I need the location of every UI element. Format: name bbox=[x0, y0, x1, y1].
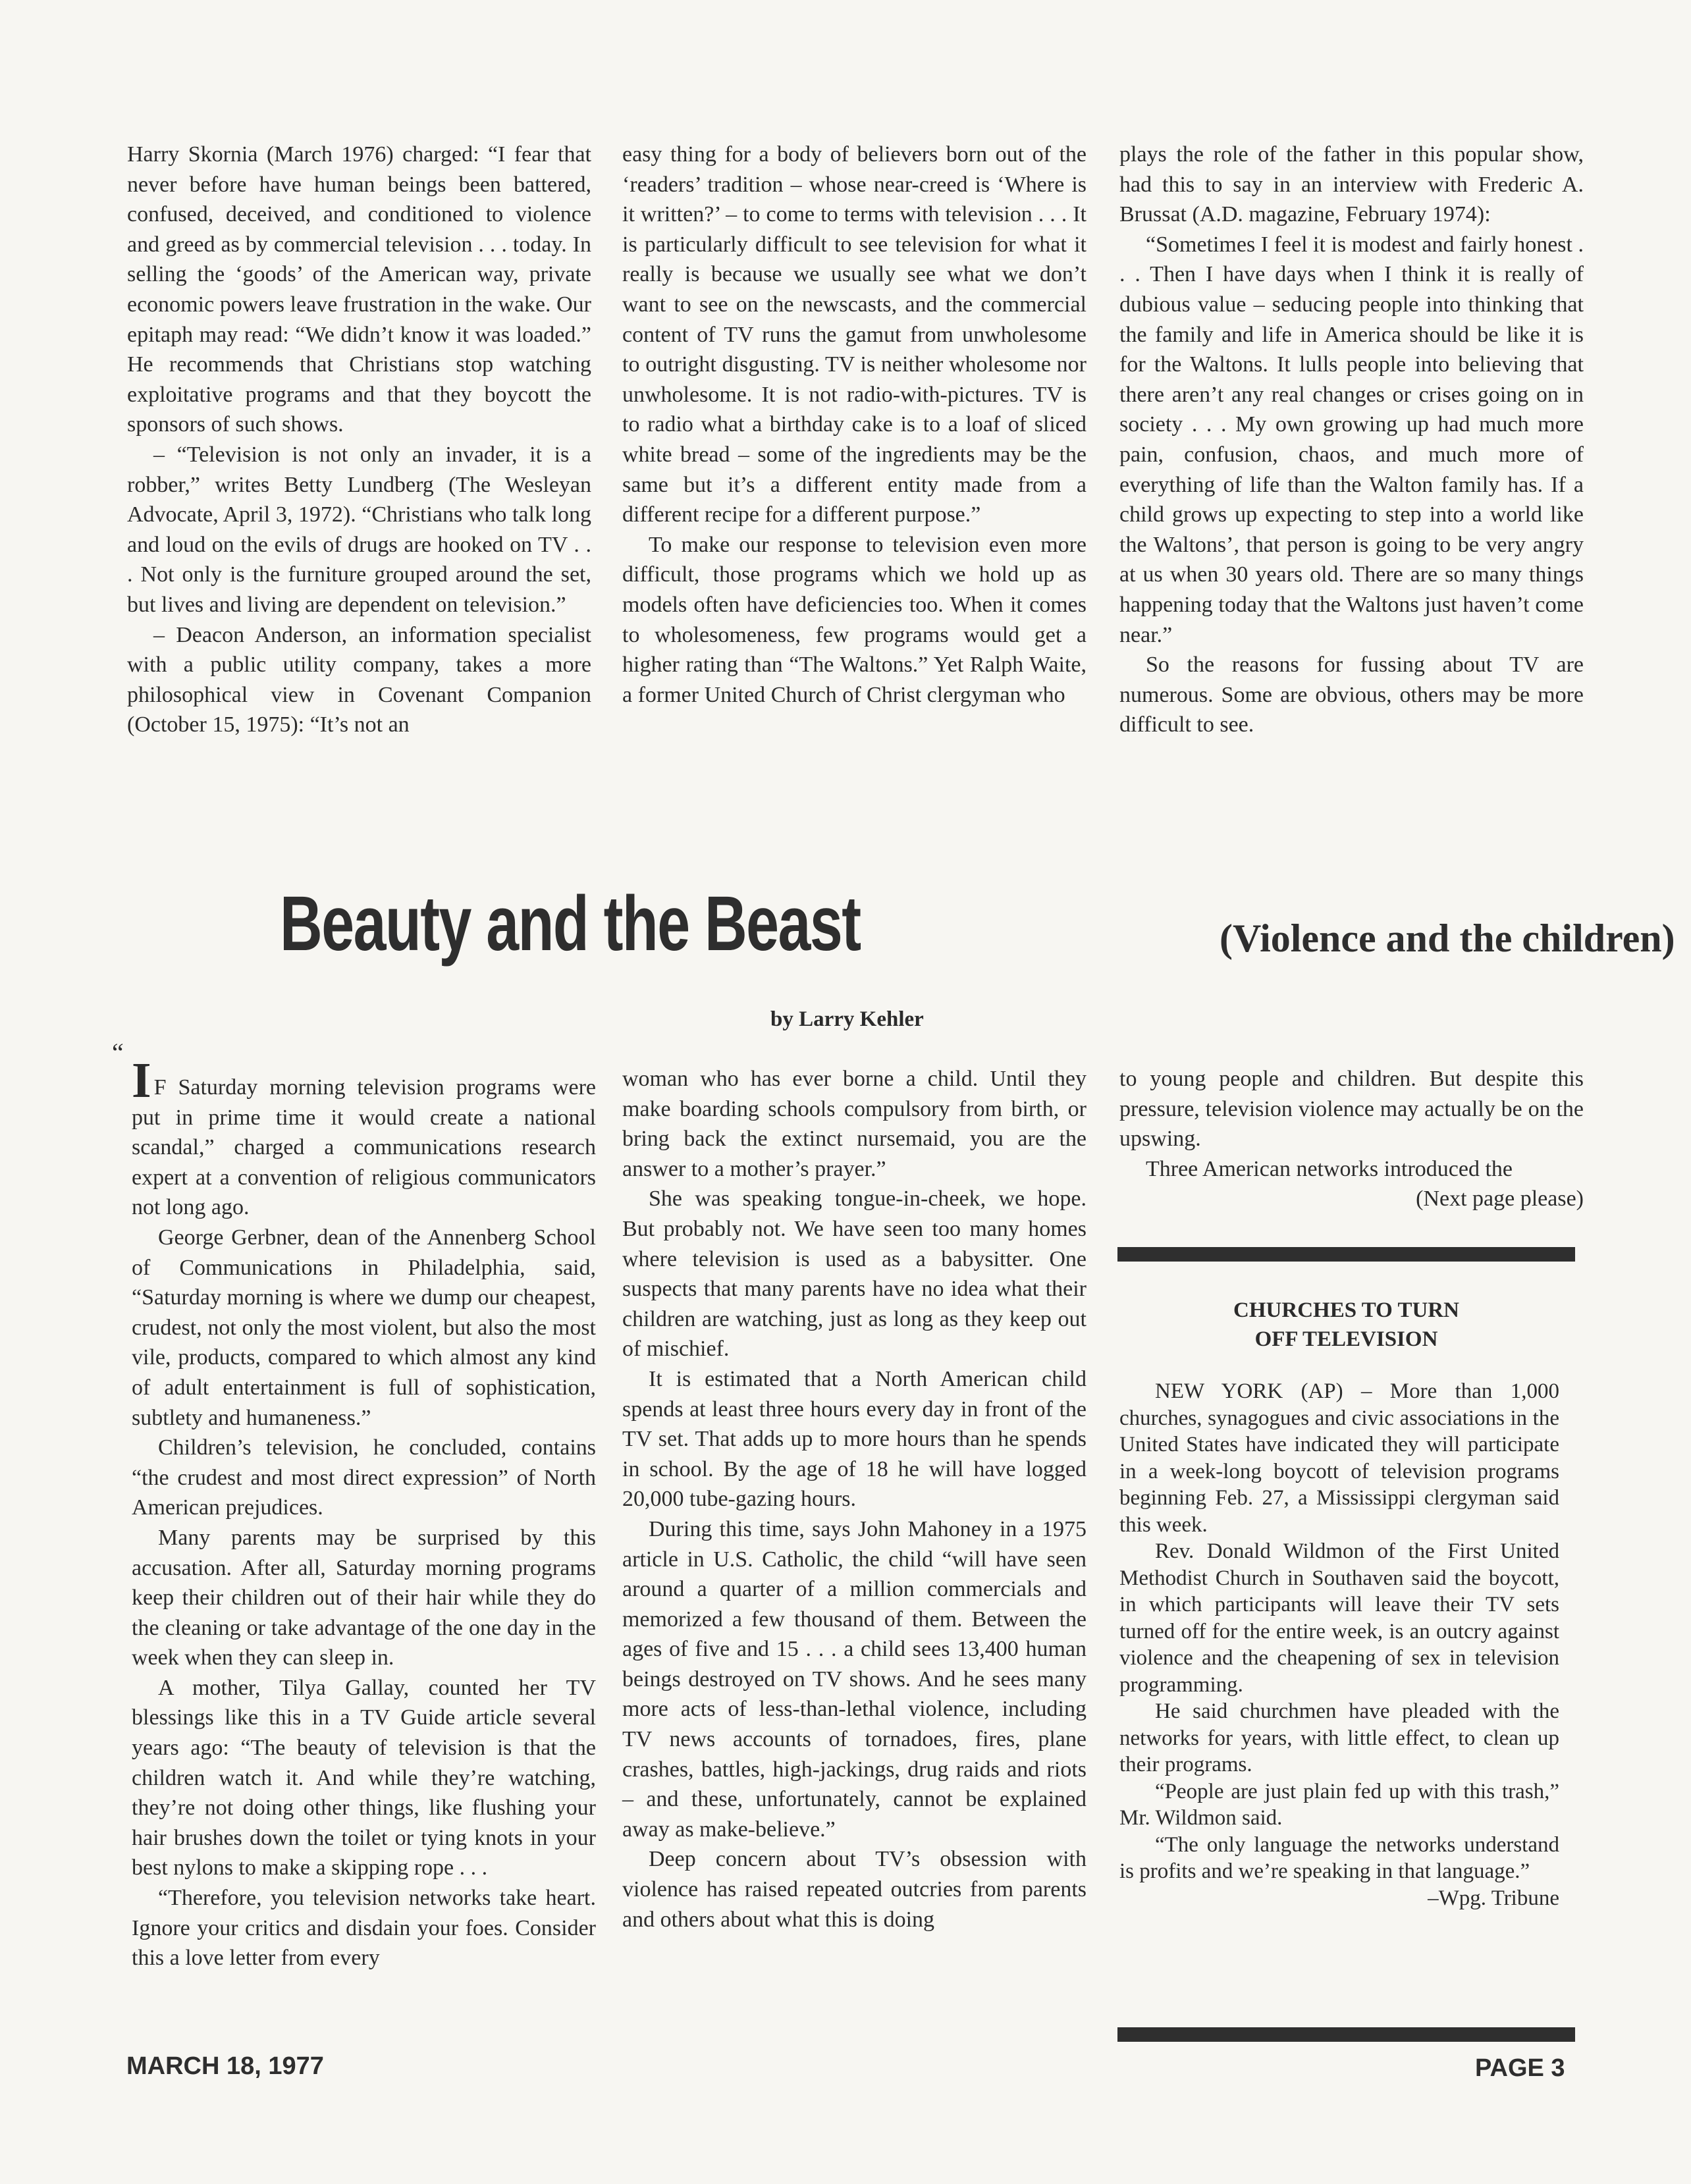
issue-date: MARCH 18, 1977 bbox=[126, 2052, 324, 2080]
byline: by Larry Kehler bbox=[770, 1007, 924, 1031]
sidebar-body bbox=[1119, 1378, 1559, 1911]
paragraph: Rev. Donald Wildmon of the First United Methodist Church in Southaven said the boycott, in which participants will leave their TV sets turned off for the entire week, is an outcry against violence and the cheapening of sex in television programming. bbox=[1119, 1539, 1559, 1697]
paragraph: woman who has ever borne a child. Until they make boarding schools compulsory from birth, or bring back the extinct nursemaid, you are the answer to a mother’s prayer.” bbox=[622, 1067, 1087, 1181]
paragraph: “People are just plain fed up with this trash,” Mr. Wildmon said. bbox=[1119, 1779, 1559, 1830]
paragraph bbox=[132, 1053, 596, 1223]
sidebar-top-rule bbox=[1117, 1247, 1575, 1262]
paragraph: – “Television is not only an invader, it is a robber,” writes Betty Lundberg (The Wesleyan Advocate, April 3, 1972). “Christians who talk long and loud on the evils of drugs are hooked on TV . . . Not only is the furniture grouped around the set, but lives and living are dependent on television.” bbox=[127, 442, 591, 617]
opening-quote-mark: “ bbox=[112, 1038, 124, 1067]
paragraph: plays the role of the father in this popular show, had this to say in an interview with Frederic A. Brussat (A.D. magazine, February 1974): bbox=[1119, 142, 1584, 227]
article-column-2 bbox=[622, 1064, 1087, 1934]
paragraph: Many parents may be surprised by this accusation. After all, Saturday morning programs keep their children out of their hair while they do the cleaning or take advantage of the one day in the week when they can sleep in. bbox=[132, 1525, 596, 1670]
paragraph: “The only language the networks understand is profits and we’re speaking in that language.” bbox=[1119, 1832, 1559, 1883]
article-headline bbox=[280, 879, 1675, 969]
paragraph: Three American networks introduced the bbox=[1146, 1156, 1513, 1181]
paragraph-text: F Saturday morning television programs were put in prime time it would create a national scandal,” charged a communications research expert at a convention of religious communicators not long ago. bbox=[132, 1075, 596, 1220]
sidebar-bottom-rule bbox=[1117, 2027, 1575, 2042]
page-number: PAGE 3 bbox=[1475, 2054, 1565, 2082]
drop-cap: I bbox=[132, 1053, 151, 1108]
paragraph: – Deacon Anderson, an information specialist with a public utility company, takes a more philosophical view in Covenant Companion (October 15, 1975): “It’s not an bbox=[127, 622, 591, 737]
paragraph: Children’s television, he concluded, contains “the crudest and most direct expression” of North American prejudices. bbox=[132, 1435, 596, 1520]
paragraph: easy thing for a body of believers born out of the ‘readers’ tradition – whose near-creed is ‘Where is it written?’ – to come to terms with television . . . It is particularly difficult to see television for what it really is because we usually see what we don’t want to see on the newscasts, and the commercial content of TV runs the gamut from unwholesome to outright disgusting. TV is neither wholesome nor unwholesome. It is not radio-with-pictures. TV is to radio what a birthday cake is to a loaf of sliced white bread – some of the ingredients may be the same but it’s a different entity made from a different recipe for a different purpose.” bbox=[622, 142, 1087, 527]
paragraph: During this time, says John Mahoney in a 1975 article in U.S. Catholic, the child “will have seen around a quarter of a million commercials and memorized a few thousand of them. Between the ages of five and 15 . . . a child sees 13,400 human beings destroyed on TV shows. And he sees many more acts of less-than-lethal violence, including TV news accounts of tornadoes, fires, plane crashes, battles, high-jackings, drug raids and riots – and these, unfortunately, cannot be explained away as make-believe.” bbox=[622, 1516, 1087, 1842]
paragraph: So the reasons for fussing about TV are numerous. Some are obvious, others may be more difficult to see. bbox=[1119, 653, 1584, 737]
top-column-1 bbox=[127, 140, 591, 740]
headline-subtitle: (Violence and the children) bbox=[1220, 917, 1675, 960]
sidebar-title-line: OFF TELEVISION bbox=[1254, 1327, 1438, 1351]
top-column-2 bbox=[622, 140, 1087, 710]
paragraph: To make our response to television even more difficult, those programs which we hold up as models often have deficiencies too. When it comes to wholesomeness, few programs would get a higher rating than “The Waltons.” Yet Ralph Waite, a former United Church of Christ clergyman who bbox=[622, 532, 1087, 707]
article-column-3 bbox=[1119, 1064, 1584, 1214]
sidebar-title-line: CHURCHES TO TURN bbox=[1233, 1298, 1459, 1322]
paragraph: A mother, Tilya Gallay, counted her TV blessings like this in a TV Guide article several years ago: “The beauty of television is that the children watch it. And while they’re watching, they’re not doing other things, like flushing your hair brushes down the toilet or tying knots in your best nylons to make a skipping rope . . . bbox=[132, 1675, 596, 1880]
paragraph: George Gerbner, dean of the Annenberg School of Communications in Philadelphia, said, “Saturday morning is where we dump our cheapest, crudest, not only the most violent, but also the most vile, products, compared to which almost any kind of adult entertainment is full of sophistication, subtlety and humaneness.” bbox=[132, 1225, 596, 1430]
headline-title: Beauty and the Beast bbox=[280, 880, 861, 967]
sidebar-title bbox=[1117, 1296, 1575, 1354]
article-column-1 bbox=[132, 1053, 596, 1973]
paragraph: “Therefore, you television networks take heart. Ignore your critics and disdain your foes. Consider this a love letter from every bbox=[132, 1886, 596, 1971]
paragraph: Harry Skornia (March 1976) charged: “I fear that never before have human beings been battered, confused, deceived, and conditioned to violence and greed as by commercial television . . . today. In selling the ‘goods’ of the American way, private economic powers leave frustration in the wake. Our epitaph may read: “We didn’t know it was loaded.” He recommends that Christians stop watching exploitative programs and that they boycott the sponsors of such shows. bbox=[127, 142, 591, 437]
top-column-3 bbox=[1119, 140, 1584, 740]
continued-note: (Next page please) bbox=[1416, 1186, 1584, 1212]
paragraph: “Sometimes I feel it is modest and fairly honest . . . Then I have days when I think it is really of dubious value – seducing people into thinking that the family and life in America should be like it is for the Waltons. It lulls people into believing that there aren’t any real changes or crises going on in society . . . My own growing up had much more pain, confusion, chaos, and much more of everything of life than the Walton family has. If a child grows up expecting to step into a world like the Waltons’, that person is going to be very angry at us when 30 years old. There are so many things happening today that the Waltons just haven’t come near.” bbox=[1119, 232, 1584, 647]
paragraph: to young people and children. But despite this pressure, television violence may actually be on the upswing. bbox=[1119, 1067, 1584, 1152]
paragraph: NEW YORK (AP) – More than 1,000 churches, synagogues and civic associations in the United States have indicated they will participate in a week-long boycott of television programs beginning Feb. 27, a Mississippi clergyman said this week. bbox=[1119, 1379, 1559, 1537]
paragraph: Deep concern about TV’s obsession with violence has raised repeated outcries from parents and others about what this is doing bbox=[622, 1847, 1087, 1932]
paragraph: She was speaking tongue-in-cheek, we hope. But probably not. We have seen too many homes where television is used as a babysitter. One suspects that many parents have no idea what their children are watching, just as long as they keep out of mischief. bbox=[622, 1186, 1087, 1362]
sidebar-credit: –Wpg. Tribune bbox=[1428, 1886, 1559, 1910]
paragraph: It is estimated that a North American child spends at least three hours every day in front of the TV set. That adds up to more hours than he spends in school. By the age of 18 he will have logged 20,000 tube-gazing hours. bbox=[622, 1366, 1087, 1512]
paragraph: He said churchmen have pleaded with the networks for years, with little effect, to clean up their programs. bbox=[1119, 1699, 1559, 1776]
